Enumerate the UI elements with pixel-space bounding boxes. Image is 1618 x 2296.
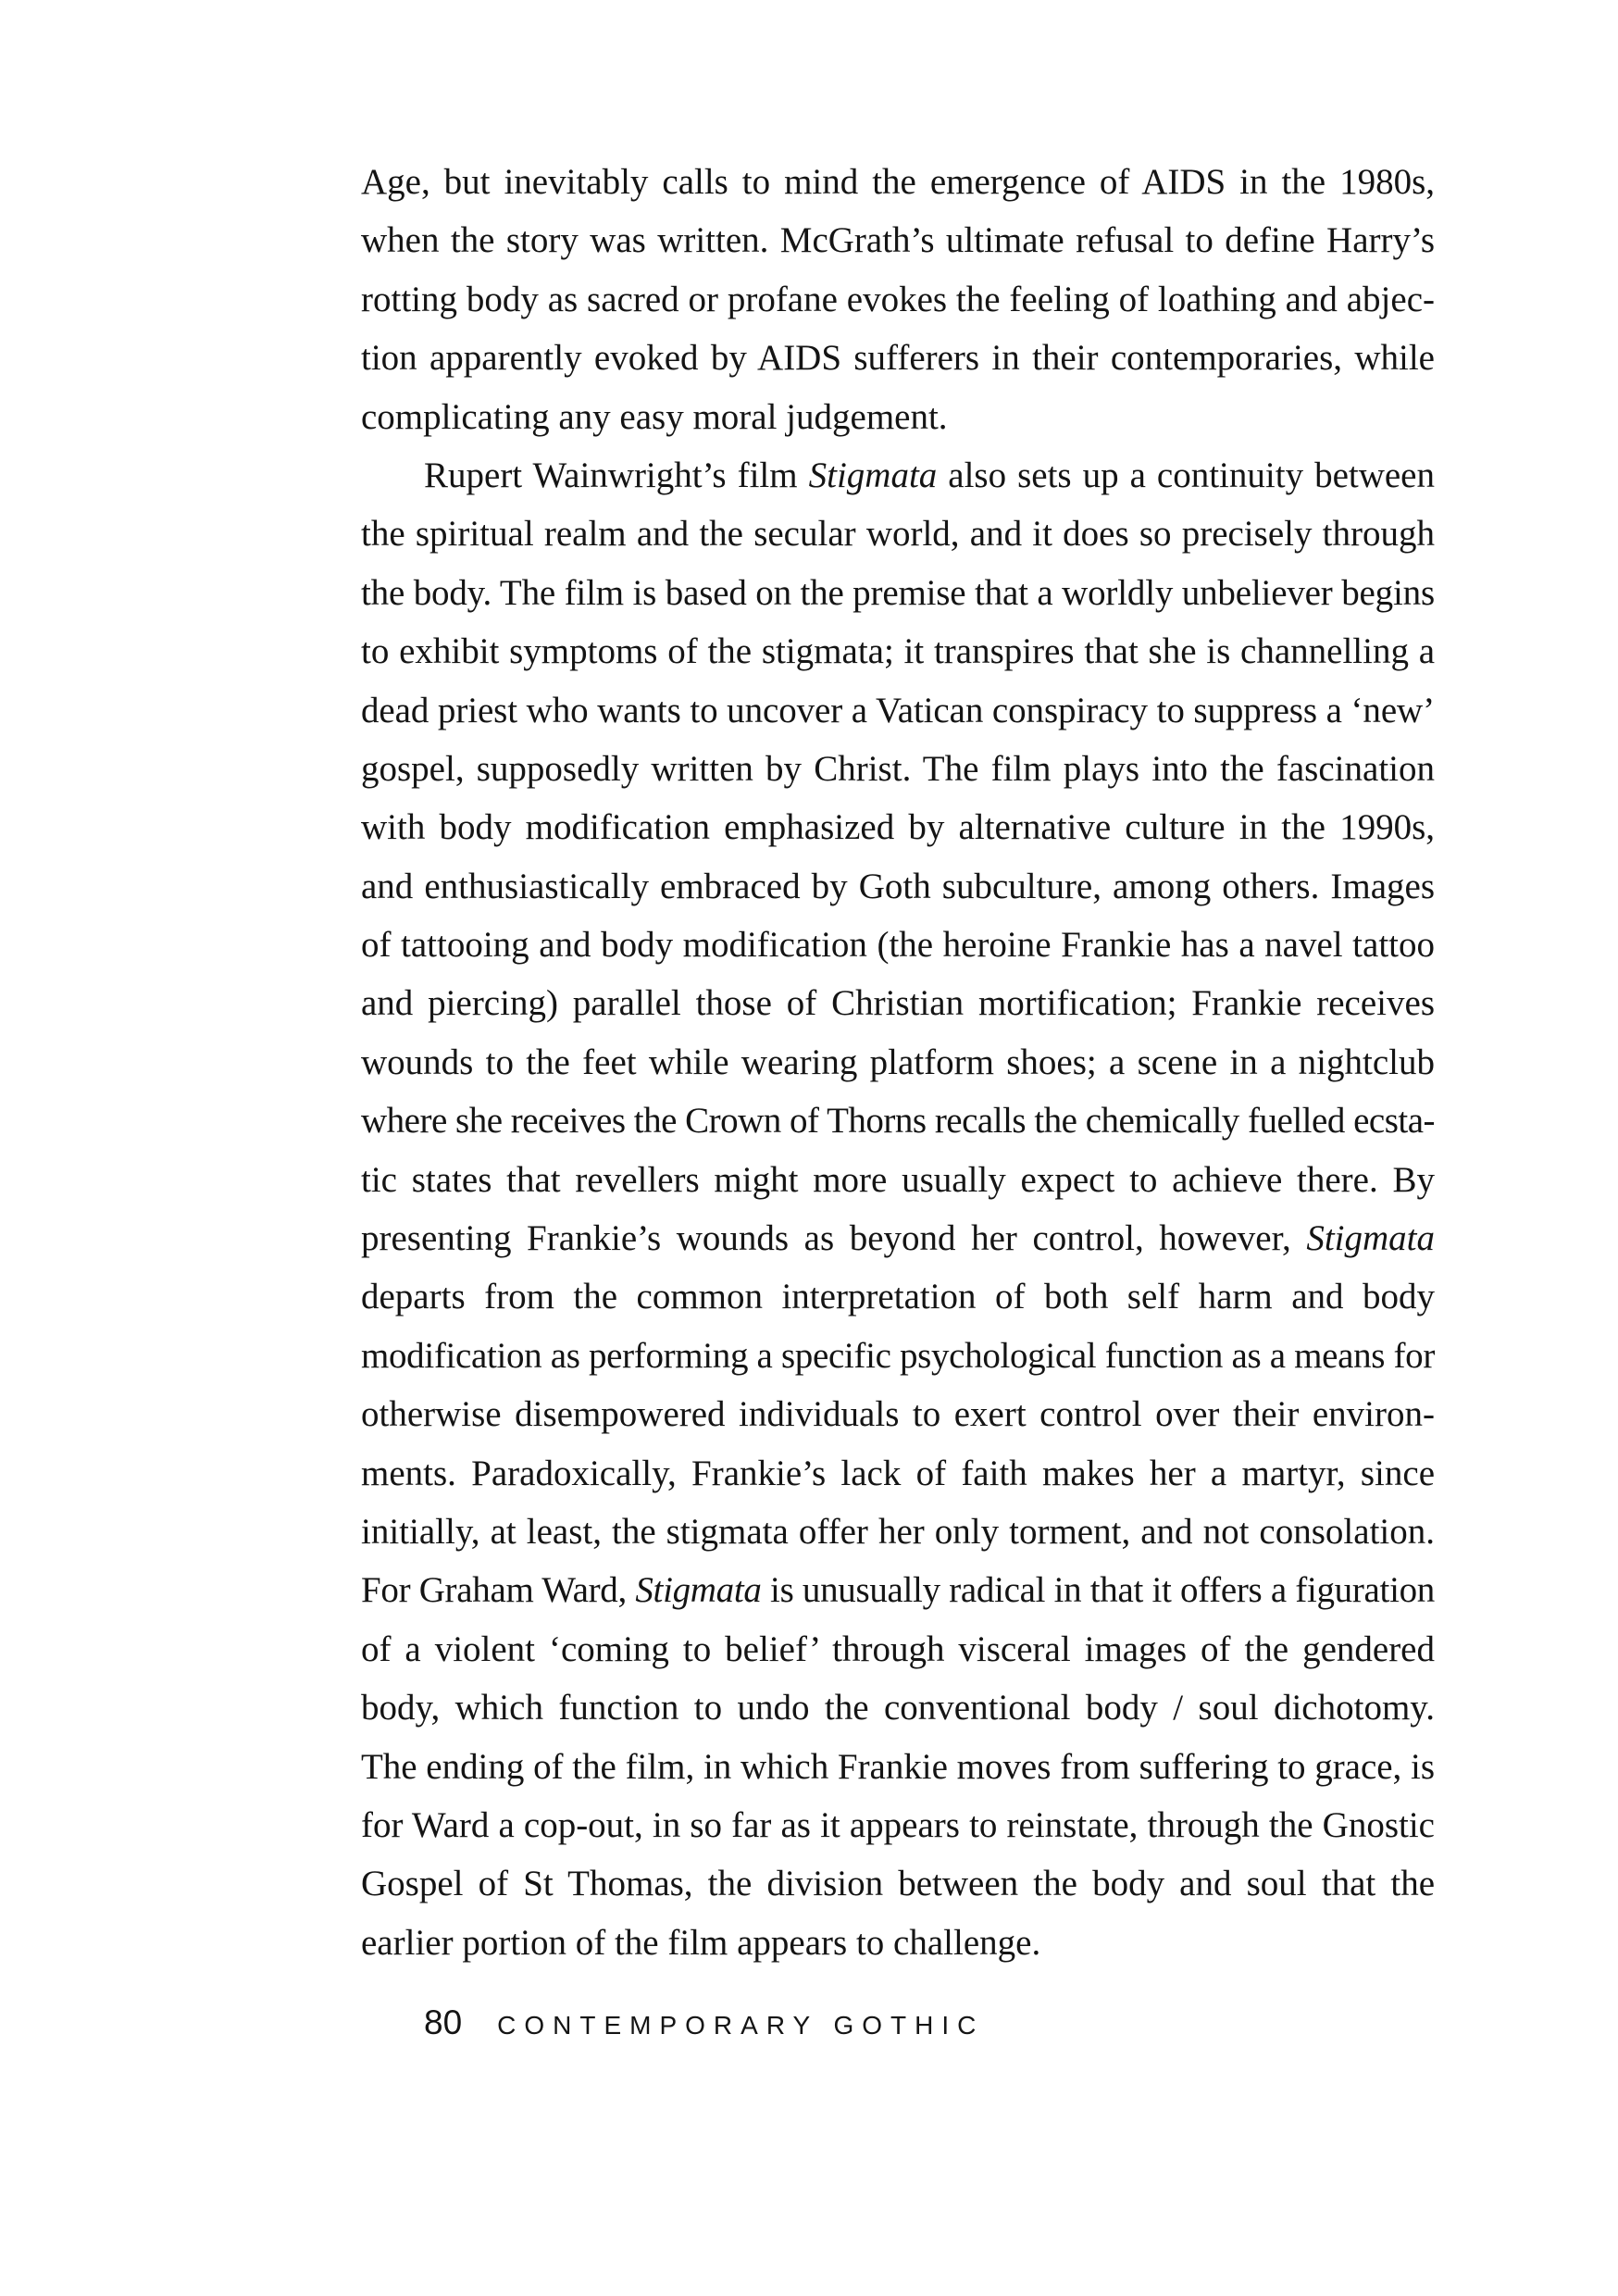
- text-line: [361, 446, 1435, 505]
- text-segment: complicating any easy moral judgement.: [361, 396, 948, 437]
- text-segment: The ending of the film, in which Frankie moves from suffering to grace, is: [361, 1746, 1435, 1787]
- text-segment: where she receives the Crown of Thorns recalls the chemically fuelled ecsta-: [361, 1101, 1436, 1142]
- text-line: [361, 974, 1435, 1032]
- text-line: [361, 1503, 1435, 1561]
- text-line: [361, 1620, 1435, 1678]
- text-segment: tion apparently evoked by AIDS sufferers in their contemporaries, while: [361, 338, 1435, 379]
- text-line: [361, 1444, 1435, 1503]
- text-segment: also sets up a continuity between: [937, 455, 1435, 495]
- text-line: [361, 1914, 1435, 1972]
- text-segment: Gospel of St Thomas, the division between the body and soul that the: [361, 1864, 1435, 1904]
- text-segment: Rupert Wainwright’s film: [424, 455, 809, 495]
- text-line: [361, 329, 1435, 387]
- text-line: [361, 622, 1435, 680]
- text-line: [361, 1092, 1435, 1150]
- text-line: [361, 1738, 1435, 1796]
- text-segment: Age, but inevitably calls to mind the emergence of AIDS in the 1980s,: [361, 162, 1435, 202]
- text-line: [361, 1327, 1435, 1385]
- page-footer: [424, 1995, 984, 2051]
- text-line: [361, 1854, 1435, 1913]
- text-line: [361, 564, 1435, 622]
- text-segment: with body modification emphasized by alternative culture in the 1990s,: [361, 807, 1435, 848]
- text-line: [361, 681, 1435, 740]
- text-segment: tic states that revellers might more usually expect to achieve there. By: [361, 1159, 1435, 1200]
- text-segment: and enthusiastically embraced by Goth subculture, among others. Images: [361, 866, 1435, 906]
- text-segment: for Ward a cop-out, in so far as it appears to reinstate, through the Gnostic: [361, 1804, 1435, 1845]
- film-title-italic: Stigmata: [635, 1570, 762, 1611]
- text-line: [361, 1267, 1435, 1326]
- text-segment: modification as performing a specific psychological function as a means for: [361, 1335, 1435, 1376]
- text-segment: and piercing) parallel those of Christian mortification; Frankie receives: [361, 983, 1435, 1024]
- paragraph: [361, 153, 1435, 446]
- text-line: [361, 916, 1435, 974]
- film-title-italic: Stigmata: [808, 455, 938, 495]
- text-segment: initially, at least, the stigmata offer her only torment, and not consolation.: [361, 1511, 1435, 1552]
- text-segment: the spiritual realm and the secular world, and it does so precisely through: [361, 514, 1435, 555]
- text-line: [361, 857, 1435, 916]
- text-line: [361, 1561, 1435, 1619]
- text-segment: wounds to the feet while wearing platform shoes; a scene in a nightclub: [361, 1042, 1435, 1082]
- text-line: [361, 1151, 1435, 1209]
- text-line: [361, 1209, 1435, 1267]
- text-line: [361, 1796, 1435, 1854]
- text-segment: of a violent ‘coming to belief’ through visceral images of the gendered: [361, 1628, 1435, 1669]
- text-line: [361, 1385, 1435, 1443]
- text-line: [361, 211, 1435, 269]
- text-segment: departs from the common interpretation of both self harm and body: [361, 1277, 1435, 1317]
- text-segment: gospel, supposedly written by Christ. The film plays into the fascination: [361, 748, 1435, 789]
- text-line: [361, 798, 1435, 856]
- body-text: [361, 153, 1435, 1972]
- text-segment: of tattooing and body modification (the heroine Frankie has a navel tattoo: [361, 925, 1435, 966]
- text-line: [361, 270, 1435, 329]
- text-segment: For Graham Ward,: [361, 1570, 636, 1611]
- paragraph: [361, 446, 1435, 1972]
- text-line: [361, 505, 1435, 563]
- film-title-italic: Stigmata: [1306, 1218, 1435, 1259]
- text-segment: is unusually radical in that it offers a figuration: [761, 1570, 1436, 1611]
- text-segment: presenting Frankie’s wounds as beyond her control, however,: [361, 1218, 1307, 1259]
- text-line: [361, 388, 1435, 446]
- text-line: [361, 740, 1435, 798]
- text-segment: rotting body as sacred or profane evokes the feeling of loathing and abjec-: [361, 279, 1435, 319]
- text-segment: body, which function to undo the conventional body / soul dichotomy.: [361, 1688, 1435, 1728]
- text-line: [361, 1678, 1435, 1737]
- page-number: 80: [424, 2003, 463, 2041]
- text-segment: earlier portion of the film appears to challenge.: [361, 1922, 1041, 1963]
- text-segment: dead priest who wants to uncover a Vatican conspiracy to suppress a ‘new’: [361, 690, 1435, 730]
- running-head: CONTEMPORARY GOTHIC: [497, 2011, 985, 2040]
- text-line: [361, 1033, 1435, 1092]
- text-segment: ments. Paradoxically, Frankie’s lack of faith makes her a martyr, since: [361, 1453, 1435, 1493]
- text-segment: to exhibit symptoms of the stigmata; it transpires that she is channelling a: [361, 631, 1435, 672]
- text-segment: otherwise disempowered individuals to exert control over their environ-: [361, 1394, 1435, 1435]
- text-segment: the body. The film is based on the premise that a worldly unbeliever begins: [361, 572, 1435, 613]
- text-segment: when the story was written. McGrath’s ultimate refusal to define Harry’s: [361, 220, 1435, 261]
- text-line: [361, 153, 1435, 211]
